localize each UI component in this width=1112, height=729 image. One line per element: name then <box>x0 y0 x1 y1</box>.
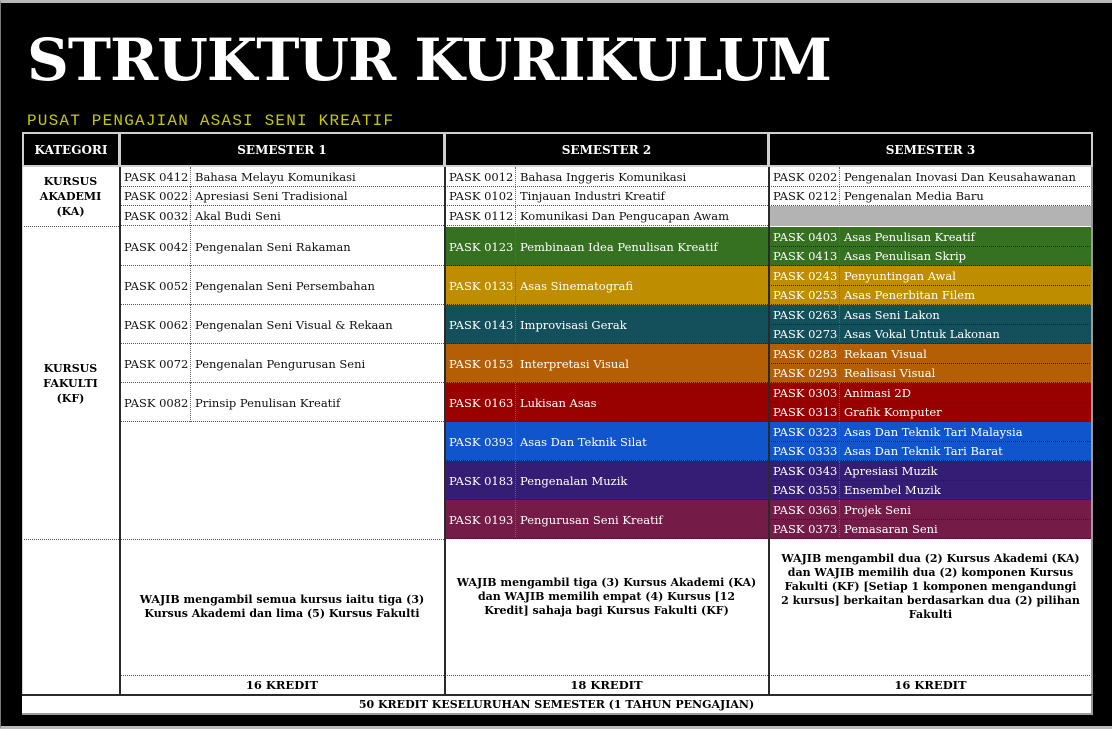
course-name: Ensembel Muzik <box>844 483 941 498</box>
course-row <box>120 383 444 422</box>
category-kursus-fakulti <box>22 227 119 539</box>
row-divider <box>22 539 119 540</box>
semester-2-note: WAJIB mengambil tiga (3) Kursus Akademi (KA) dan WAJIB memilih empat (4) Kursus [12 Kredit] sahaja bagi Kursus Fakulti (KF) <box>456 576 757 617</box>
table-body <box>22 167 1093 694</box>
course-row <box>769 286 1092 306</box>
category-kf-line: (KF) <box>56 391 85 405</box>
course-row <box>769 481 1092 501</box>
course-code: PASK 0353 <box>769 481 840 501</box>
course-name: Grafik Komputer <box>844 405 942 420</box>
course-code: PASK 0082 <box>120 383 191 422</box>
course-code: PASK 0333 <box>769 442 840 462</box>
course-code: PASK 0133 <box>445 266 516 305</box>
course-code: PASK 0072 <box>120 344 191 383</box>
course-row <box>120 167 444 187</box>
column-divider <box>444 167 446 694</box>
category-ka-line: (KA) <box>56 205 85 218</box>
course-code: PASK 0062 <box>120 305 191 344</box>
course-row <box>769 461 1092 481</box>
course-name: Asas Dan Teknik Tari Barat <box>844 444 1003 459</box>
course-row <box>445 344 768 383</box>
course-row <box>445 227 768 266</box>
category-ka-line: KURSUS <box>43 175 98 188</box>
course-name: Realisasi Visual <box>844 366 936 381</box>
course-code: PASK 0032 <box>120 206 191 226</box>
course-row <box>120 266 444 305</box>
course-code: PASK 0323 <box>769 422 840 442</box>
course-code: PASK 0373 <box>769 520 840 540</box>
course-name: Penyuntingan Awal <box>844 268 956 283</box>
header-semester-2: SEMESTER 2 <box>444 132 769 167</box>
course-code: PASK 0412 <box>120 167 191 187</box>
course-name: Asas Penerbitan Filem <box>844 288 975 303</box>
course-code: PASK 0363 <box>769 500 840 520</box>
course-name: Pengenalan Seni Persembahan <box>195 278 375 293</box>
column-divider <box>119 167 121 694</box>
course-name: Apresiasi Seni Tradisional <box>195 189 348 204</box>
course-name: Asas Dan Teknik Silat <box>520 434 647 449</box>
row-divider <box>445 538 768 539</box>
course-row <box>445 422 768 461</box>
course-code: PASK 0143 <box>445 305 516 344</box>
course-row <box>769 187 1092 207</box>
course-name: Pemasaran Seni <box>844 522 938 537</box>
column-divider <box>22 167 23 694</box>
course-code: PASK 0283 <box>769 344 840 364</box>
course-name: Projek Seni <box>844 502 911 517</box>
category-kursus-akademi <box>22 167 119 227</box>
column-divider <box>1091 167 1093 694</box>
course-code: PASK 0153 <box>445 344 516 383</box>
category-ka-line: AKADEMI <box>39 190 102 203</box>
semester-3-kredit: 16 KREDIT <box>769 675 1092 694</box>
course-name: Asas Penulisan Kreatif <box>844 229 975 244</box>
course-name: Asas Dan Teknik Tari Malaysia <box>844 424 1023 439</box>
course-code: PASK 0042 <box>120 227 191 266</box>
course-code: PASK 0183 <box>445 461 516 500</box>
course-name: Improvisasi Gerak <box>520 317 627 332</box>
course-code: PASK 0193 <box>445 500 516 539</box>
course-row <box>445 383 768 422</box>
total-kredit: 50 KREDIT KESELURUHAN SEMESTER (1 TAHUN PENGAJIAN) <box>22 694 1093 715</box>
course-code: PASK 0112 <box>445 206 516 226</box>
header-semester-3: SEMESTER 3 <box>768 132 1093 167</box>
row-divider <box>120 539 444 540</box>
category-kf-line: KURSUS <box>43 361 98 375</box>
empty-gray-row <box>769 206 1092 226</box>
course-code: PASK 0273 <box>769 325 840 345</box>
semester-2-kredit: 18 KREDIT <box>445 675 768 694</box>
course-row <box>445 461 768 500</box>
course-name: Bahasa Inggeris Komunikasi <box>520 169 687 184</box>
course-name: Komunikasi Dan Pengucapan Awam <box>520 208 729 223</box>
semester-1-kredit: 16 KREDIT <box>120 675 444 694</box>
page-title: STRUKTUR KURIKULUM <box>27 26 831 94</box>
course-name: Pengenalan Media Baru <box>844 189 984 204</box>
course-name: Apresiasi Muzik <box>844 463 938 478</box>
course-code: PASK 0012 <box>445 167 516 187</box>
course-code: PASK 0022 <box>120 187 191 207</box>
page-subtitle: PUSAT PENGAJIAN ASASI SENI KREATIF <box>27 112 395 130</box>
semester-3-note: WAJIB mengambil dua (2) Kursus Akademi (KA) dan WAJIB memilih dua (2) komponen Kursus Fakulti (KF) [Setiap 1 komponen mengandungi 2 kursus] berkaitan berdasarkan dua (2) pilihan Fakulti <box>781 552 1080 621</box>
course-code: PASK 0163 <box>445 383 516 422</box>
header-semester-1: SEMESTER 1 <box>119 132 445 167</box>
row-divider <box>120 421 444 422</box>
course-row <box>120 187 444 207</box>
course-name: Asas Sinematografi <box>520 278 634 293</box>
course-code: PASK 0403 <box>769 227 840 247</box>
course-row <box>120 344 444 383</box>
course-row <box>769 305 1092 325</box>
course-code: PASK 0293 <box>769 364 840 384</box>
course-code: PASK 0343 <box>769 461 840 481</box>
row-divider <box>120 225 444 226</box>
course-name: Prinsip Penulisan Kreatif <box>195 395 341 410</box>
course-row <box>769 520 1092 540</box>
column-divider <box>768 167 770 694</box>
course-row <box>445 305 768 344</box>
course-row <box>445 187 768 207</box>
course-row <box>769 266 1092 286</box>
course-name: Pengenalan Muzik <box>520 473 628 488</box>
course-row <box>445 167 768 187</box>
course-row <box>769 344 1092 364</box>
row-divider <box>445 225 768 226</box>
course-row <box>120 227 444 266</box>
course-name: Pembinaan Idea Penulisan Kreatif <box>520 239 718 254</box>
course-code: PASK 0263 <box>769 305 840 325</box>
course-code: PASK 0313 <box>769 403 840 423</box>
course-row <box>769 364 1092 384</box>
course-row <box>445 500 768 539</box>
semester-1-note: WAJIB mengambil semua kursus iaitu tiga (3) Kursus Akademi dan lima (5) Kursus Fakulti <box>139 593 425 620</box>
course-name: Pengenalan Seni Visual & Rekaan <box>195 317 393 332</box>
course-row <box>120 206 444 226</box>
course-name: Bahasa Melayu Komunikasi <box>195 169 356 184</box>
course-code: PASK 0413 <box>769 247 840 267</box>
course-name: Lukisan Asas <box>520 395 597 410</box>
course-row <box>769 325 1092 345</box>
course-code: PASK 0123 <box>445 227 516 266</box>
course-row <box>769 500 1092 520</box>
course-code: PASK 0202 <box>769 167 840 187</box>
course-code: PASK 0243 <box>769 266 840 286</box>
header-kategori: KATEGORI <box>22 132 120 167</box>
course-row <box>769 403 1092 423</box>
course-code: PASK 0253 <box>769 286 840 306</box>
course-name: Tinjauan Industri Kreatif <box>520 189 665 204</box>
course-name: Asas Vokal Untuk Lakonan <box>844 327 1000 342</box>
course-name: Asas Seni Lakon <box>844 307 940 322</box>
course-code: PASK 0212 <box>769 187 840 207</box>
course-name: Pengurusan Seni Kreatif <box>520 512 663 527</box>
course-name: Akal Budi Seni <box>195 208 281 223</box>
course-code: PASK 0052 <box>120 266 191 305</box>
course-row <box>769 383 1092 403</box>
course-row <box>769 442 1092 462</box>
course-row <box>445 266 768 305</box>
course-row <box>769 227 1092 247</box>
course-row <box>769 167 1092 187</box>
course-name: Pengenalan Seni Rakaman <box>195 239 351 254</box>
curriculum-table <box>22 132 1093 715</box>
category-kf-line: FAKULTI <box>43 376 98 390</box>
course-name: Asas Penulisan Skrip <box>844 249 967 264</box>
course-name: Animasi 2D <box>844 385 911 400</box>
course-code: PASK 0102 <box>445 187 516 207</box>
course-code: PASK 0393 <box>445 422 516 461</box>
row-divider <box>769 538 1092 539</box>
course-name: Interpretasi Visual <box>520 356 629 371</box>
course-row <box>445 206 768 226</box>
course-name: Pengenalan Inovasi Dan Keusahawanan <box>844 169 1076 184</box>
course-code: PASK 0303 <box>769 383 840 403</box>
course-row <box>769 422 1092 442</box>
course-row <box>120 305 444 344</box>
course-row <box>769 247 1092 267</box>
course-name: Rekaan Visual <box>844 346 927 361</box>
course-name: Pengenalan Pengurusan Seni <box>195 356 366 371</box>
